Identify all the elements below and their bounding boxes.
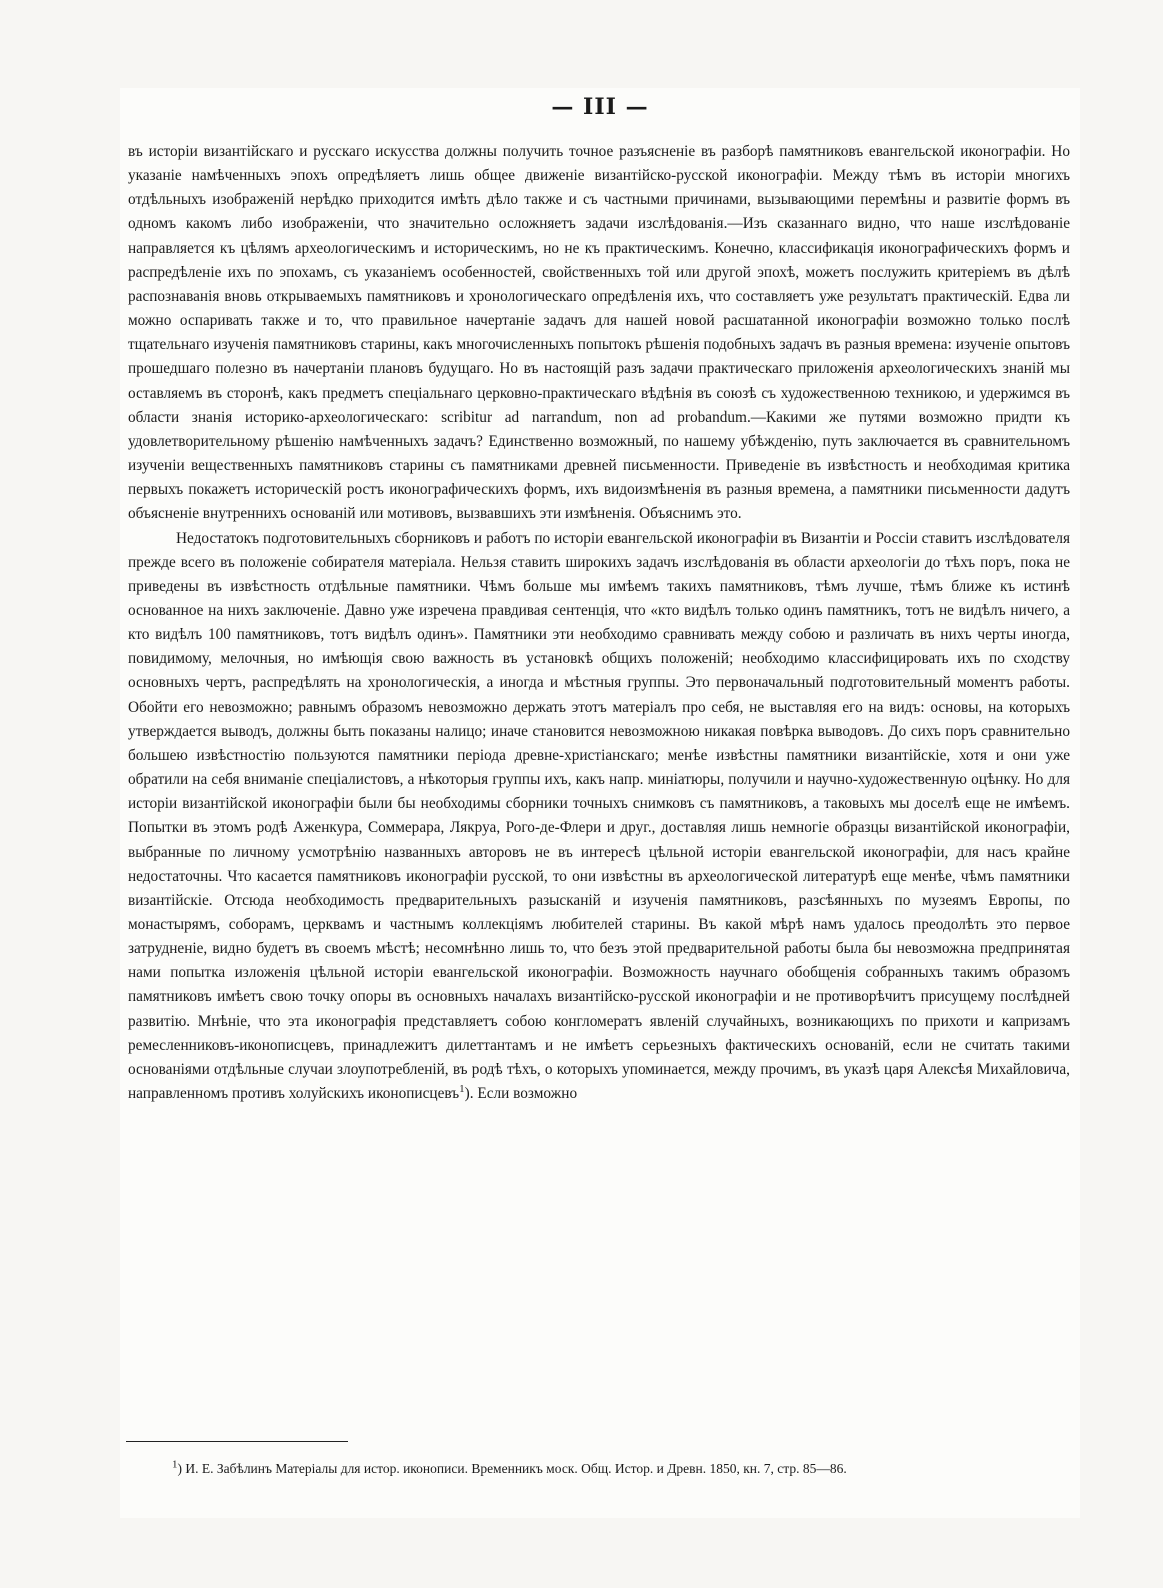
paragraph-1: въ исторіи византійскаго и русскаго искусства должны получить точное разъясненіе въ разборѣ памятниковъ евангельской иконографіи. Но указаніе намѣченныхъ эпохъ опредѣляетъ лишь общее движеніе византійско-русской иконографіи. Между тѣмъ въ исторіи многихъ отдѣльныхъ изображеній нерѣдко приходится имѣть дѣло также и съ частными причинами, вызывающими перемѣны и развитіе формъ въ одномъ какомъ либо изображеніи, что значительно осложняетъ задачи изслѣдованія.—Изъ сказаннаго видно, что наше изслѣдованіе направляется къ цѣлямъ археологическимъ и историческимъ, но не къ практическимъ. Конечно, классификація иконографическихъ формъ и распредѣленіе ихъ по эпохамъ, съ указаніемъ особенностей, свойственныхъ той или другой эпохѣ, можетъ послужить критеріемъ въ дѣлѣ распознаванія вновь открываемыхъ памятниковъ и хронологическаго опредѣленія ихъ, что составляетъ уже результатъ практическій. Едва ли можно оспаривать также и то, что правильное начертаніе задачъ для нашей новой расшатанной иконографіи возможно только послѣ тщательнаго изученія памятниковъ старины, какъ многочисленныхъ попытокъ рѣшенія подобныхъ задачъ въ разныя времена: изученіе опытовъ прошедшаго полезно въ начертаніи плановъ будущаго. Но въ настоящій разъ задачи практическаго приложенія археологическихъ знаній мы оставляемъ въ сторонѣ, какъ предметъ спеціальнаго церковно-практическаго вѣдѣнія въ союзѣ съ художественною техникою, и удержимся въ области знанія историко-археологическаго: scribitur ad narrandum, non ad probandum.—Какими же путями возможно придти къ удовлетворительному рѣшенію намѣченныхъ задачъ? Единственно возможный, по нашему убѣжденію, путь заключается въ сравнительномъ изученіи вещественныхъ памятниковъ старины съ памятниками древней письменности. Приведеніе въ извѣстность и необходимая критика первыхъ покажетъ историческій ростъ иконографическихъ формъ, ихъ видоизмѣненія въ разныя времена, а памятники письменности дадутъ объясненіе внутреннихъ основаній или мотивовъ, вызвавшихъ эти измѣненія. Объяснимъ это. xyxy=(128,143,1070,523)
paragraph-2-text: Недостатокъ подготовительныхъ сборниковъ и работъ по исторіи евангельской иконографіи въ Византіи и Россіи ставитъ изслѣдователя прежде всего въ положеніе собирателя матеріала. Нельзя ставить широкихъ задачъ изслѣдованія въ области археологіи до тѣхъ поръ, пока не приведены въ извѣстность отдѣльные памятники. Чѣмъ больше мы имѣемъ такихъ памятниковъ, тѣмъ лучше, тѣмъ ближе къ истинѣ основанное на нихъ заключеніе. Давно уже изречена правдивая сентенція, что «кто видѣлъ только одинъ памятникъ, тотъ не видѣлъ ничего, а кто видѣлъ 100 памятниковъ, тотъ видѣлъ одинъ». Памятники эти необходимо сравнивать между собою и различать въ нихъ черты иногда, повидимому, мелочныя, но имѣющія свою важность въ установкѣ общихъ положеній; необходимо классифицировать ихъ по сходству основныхъ чертъ, распредѣлять на хронологическія, а иногда и мѣстныя группы. Это первоначальный подготовительный моментъ работы. Обойти его невозможно; равнымъ образомъ невозможно держать этотъ матеріалъ про себя, не выставляя его на видъ: основы, на которыхъ утверждается выводъ, должны быть показаны налицо; иначе становится невозможною никакая повѣрка выводовъ. До сихъ поръ сравнительно большею извѣстностію пользуются памятники періода древне-христіанскаго; менѣе извѣстны памятники византійскіе, хотя и они уже обратили на себя вниманіе спеціалистовъ, а нѣкоторыя группы ихъ, какъ напр. миніатюры, получили и научно-художественную оцѣнку. Но для исторіи византійской иконографіи были бы необходимы сборники точныхъ снимковъ съ памятниковъ, а таковыхъ мы доселѣ еще не имѣемъ. Попытки въ этомъ родѣ Аженкура, Соммерара, Лякруа, Рого-де-Флери и друг., доставляя лишь немногіе образцы византійской иконографіи, выбранные по личному усмотрѣнію названныхъ авторовъ не въ интересѣ цѣльной исторіи евангельской иконографіи, для насъ крайне недостаточны. Что касается памятниковъ иконографіи русской, то они извѣстны въ археологической литературѣ еще менѣе, чѣмъ памятники византійскіе. Отсюда необходимость предварительныхъ разысканій и изученія памятниковъ, разсѣянныхъ по музеямъ Европы, по монастырямъ, соборамъ, церквамъ и частнымъ коллекціямъ любителей старины. Въ какой мѣрѣ намъ удалось преодолѣть это первое затрудненіе, видно будетъ въ своемъ мѣстѣ; несомнѣнно лишь то, что безъ этой предварительной работы была бы невозможна предпринятая нами попытка изложенія цѣльной исторіи евангельской иконографіи. Возможность научнаго обобщенія собранныхъ такимъ образомъ памятниковъ имѣетъ свою точку опоры въ основныхъ началахъ византійско-русской иконографіи и не противорѣчитъ присущему послѣдней развитію. Мнѣніе, что эта иконографія представляетъ собою конгломератъ явленій случайныхъ, возникающихъ по прихоти и капризамъ ремесленниковъ-иконописцевъ, принадлежитъ дилеттантамъ и не имѣетъ серьезныхъ фактическихъ основаній, если не считать такими основаніями отдѣльные случаи злоупотребленій, въ родѣ тѣхъ, о которыхъ упоминается, между прочимъ, въ указѣ царя Алексѣя Михайловича, направленномъ противъ холуйскихъ иконописцевъ xyxy=(128,529,1070,1103)
footnote-reference: 1 xyxy=(459,1083,465,1095)
document-page xyxy=(120,88,1080,1518)
paragraph-2-tail: ). Если возможно xyxy=(464,1085,578,1103)
footnote-divider xyxy=(126,1441,348,1442)
footnote-paren: ) xyxy=(177,1461,186,1476)
footnote xyxy=(172,1460,1072,1478)
paragraph-2 xyxy=(128,527,1070,1107)
page-number: — III — xyxy=(551,94,649,120)
body-text xyxy=(128,140,1070,1106)
footnote-marker: 1 xyxy=(172,1458,178,1471)
footnote-text: И. Е. Забѣлинъ Матеріалы для истор. иконописи. Временникъ моск. Общ. Истор. и Древн. 1850, кн. 7, стр. 85—86. xyxy=(185,1461,847,1476)
